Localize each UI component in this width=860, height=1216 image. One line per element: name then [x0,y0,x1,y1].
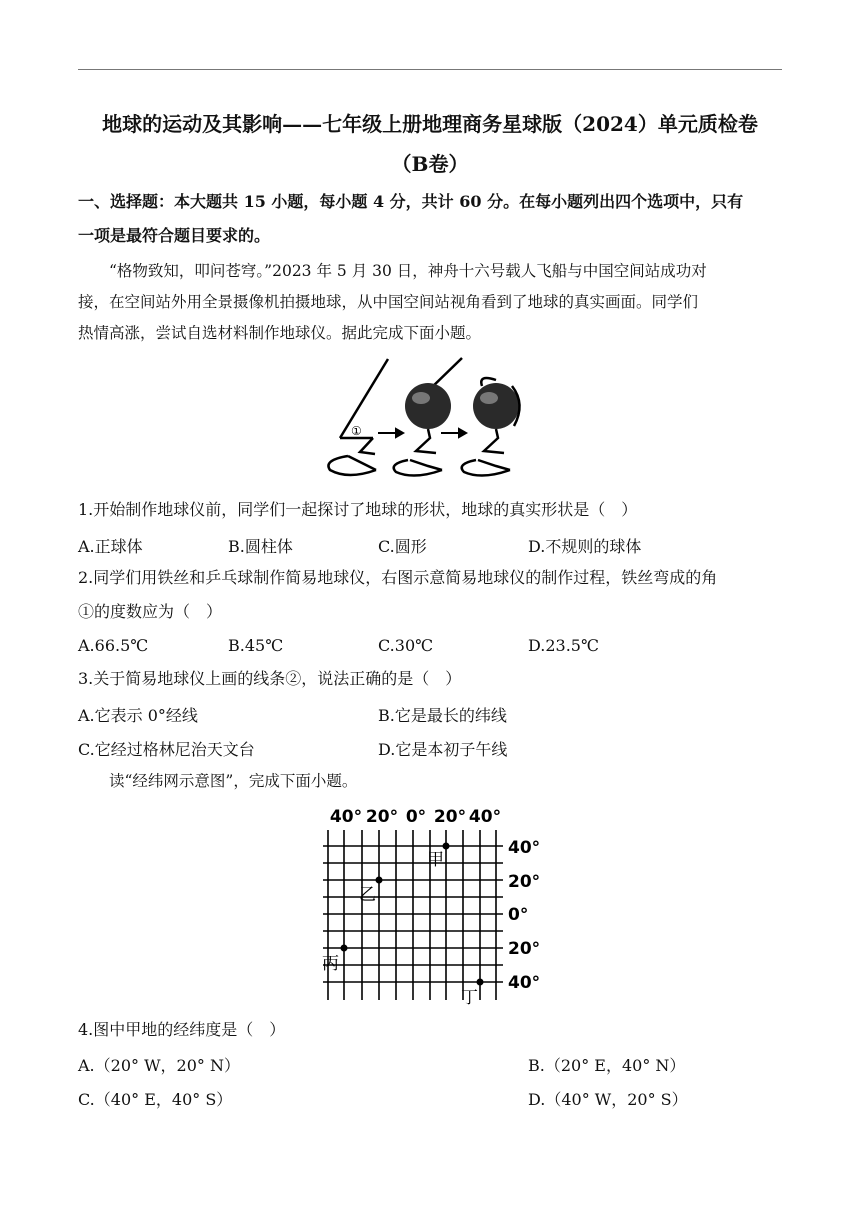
lat-label: 40° [508,973,541,993]
lat-label: 40° [508,838,541,858]
lon-labels [330,807,501,827]
lon-label: 20° [365,807,399,827]
lat-label: 20° [508,872,541,892]
globe-making-figure [318,356,528,481]
lat-label: 20° [508,939,541,959]
section-header-line2: 一项是最符合题目要求的。 [78,226,271,245]
lon-label: 20° [433,807,467,827]
step3-globe [462,378,520,476]
point-ding-dot [477,979,484,986]
q1-option-c[interactable]: C.圆形 [378,537,427,556]
q2-option-d[interactable]: D.23.5℃ [528,636,599,655]
intro-line2: 接，在空间站外用全景摄像机拍摄地球，从中国空间站视角看到了地球的真实画面。同学们 [78,293,699,311]
angle-label: ① [351,424,362,438]
lat-label: 0° [508,905,529,925]
intro-line1: “格物致知，叩问苍穹。”2023 年 5 月 30 日，神舟十六号载人飞船与中国空间站成功对 [109,262,707,280]
q3-option-a[interactable]: A.它表示 0°经线 [78,706,198,725]
point-jia-dot [443,843,450,850]
point-yi-dot [376,877,383,884]
q1-option-d[interactable]: D.不规则的球体 [528,537,642,556]
point-label-ding: 丁 [461,988,478,1008]
q3-option-c[interactable]: C.它经过格林尼治天文台 [78,740,255,759]
grid-lines [323,830,503,1000]
exam-subtitle: （B卷） [391,152,469,176]
q3-option-d[interactable]: D.它是本初子午线 [378,740,508,759]
lon-label: 40° [468,807,502,827]
point-label-yi: 乙 [359,885,376,905]
exam-title: 地球的运动及其影响——七年级上册地理商务星球版（2024）单元质检卷 [102,112,758,136]
q2-option-b[interactable]: B.45℃ [228,636,284,655]
step2-globe [394,358,462,476]
step1-wire [328,359,388,475]
q4-option-d[interactable]: D.（40° W，20° S） [528,1090,688,1109]
q1-option-a[interactable]: A.正球体 [78,537,143,556]
header-rule [78,69,782,70]
point-label-bing: 丙 [322,954,339,974]
q3-option-b[interactable]: B.它是最长的纬线 [378,706,507,725]
lat-long-grid-figure [315,800,545,1010]
arrow-icon [378,429,466,437]
q4-option-c[interactable]: C.（40° E，40° S） [78,1090,233,1109]
lon-label: 40° [329,807,363,827]
q3-stem: 3.关于简易地球仪上画的线条②，说法正确的是（ ） [78,669,462,688]
section-header-line1: 一、选择题：本大题共 15 小题，每小题 4 分，共计 60 分。在每小题列出四个选项中，只有 [78,192,744,211]
q2-stem-line1: 2.同学们用铁丝和乒乓球制作简易地球仪，右图示意简易地球仪的制作过程，铁丝弯成的角 [78,568,718,587]
point-label-jia: 甲 [427,850,444,870]
q4-stem: 4.图中甲地的经纬度是（ ） [78,1020,286,1039]
intro2: 读“经纬网示意图”，完成下面小题。 [109,772,358,790]
q2-stem-line2: ①的度数应为（ ） [78,602,223,621]
q2-option-a[interactable]: A.66.5℃ [78,636,149,655]
q1-option-b[interactable]: B.圆柱体 [228,537,293,556]
lat-labels [508,838,540,993]
point-labels [322,850,478,1008]
q1-stem: 1.开始制作地球仪前，同学们一起探讨了地球的形状，地球的真实形状是（ ） [78,500,638,519]
point-bing-dot [341,945,348,952]
q4-option-b[interactable]: B.（20° E，40° N） [528,1056,686,1075]
lon-label: 0° [405,807,427,827]
q4-option-a[interactable]: A.（20° W，20° N） [78,1056,240,1075]
intro-line3: 热情高涨，尝试自选材料制作地球仪。据此完成下面小题。 [78,324,482,342]
q2-option-c[interactable]: C.30℃ [378,636,434,655]
